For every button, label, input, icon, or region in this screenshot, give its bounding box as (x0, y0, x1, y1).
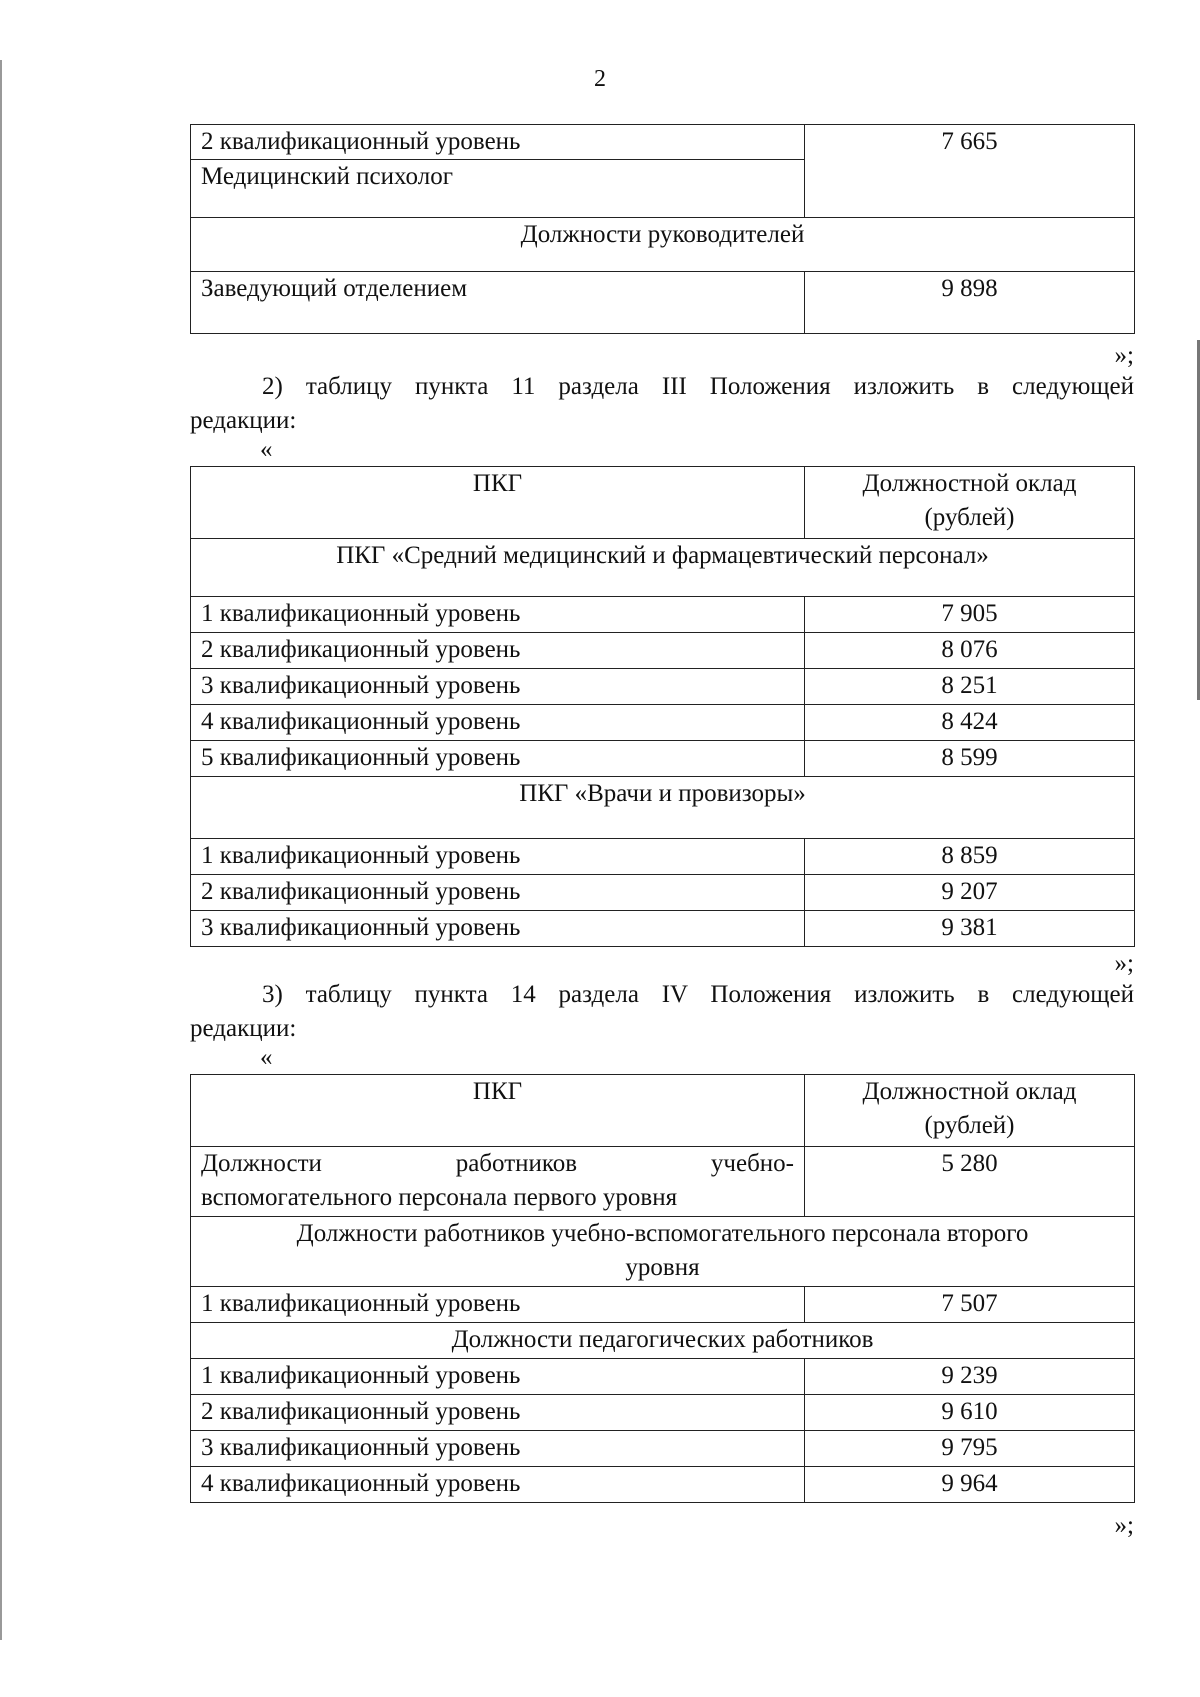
page-number: 2 (594, 66, 606, 92)
position-line: вспомогательного персонала первого уровня (201, 1184, 678, 1211)
scan-edge-left (0, 60, 2, 1640)
qualification-level-cell: 3 квалификационный уровень (191, 911, 805, 947)
salary-cell: 8 076 (805, 633, 1135, 669)
paragraph-line: редакции: (190, 407, 297, 434)
salary-cell: 5 280 (805, 1147, 1135, 1217)
qualification-level-cell: 4 квалификационный уровень (191, 1467, 805, 1503)
paragraph-line: 3) таблицу пункта 14 раздела IV Положения изложить в следующей (262, 981, 1134, 1008)
salary-cell: 9 239 (805, 1359, 1135, 1395)
group-heading-cell: ПКГ «Средний медицинский и фармацевтический персонал» (191, 539, 1135, 597)
group-heading-cell (191, 1217, 1135, 1287)
qualification-level-cell: 2 квалификационный уровень (191, 633, 805, 669)
salary-cell: 9 898 (805, 272, 1135, 334)
salary-cell: 9 795 (805, 1431, 1135, 1467)
qualification-level-cell: 5 квалификационный уровень (191, 741, 805, 777)
salary-cell: 7 665 (805, 125, 1135, 218)
salary-cell: 8 599 (805, 741, 1135, 777)
group-heading-line: Должности работников учебно-вспомогательного персонала второго (296, 1220, 1029, 1247)
salary-cell: 9 610 (805, 1395, 1135, 1431)
opening-quote: « (260, 436, 273, 463)
header-salary-line: (рублей) (924, 1112, 1015, 1139)
header-salary-cell (805, 467, 1135, 539)
salary-cell: 7 905 (805, 597, 1135, 633)
salary-cell: 9 207 (805, 875, 1135, 911)
opening-quote: « (260, 1044, 273, 1071)
table-psychologists-continued (190, 124, 1135, 334)
salary-cell: 8 424 (805, 705, 1135, 741)
qualification-level-cell: 1 квалификационный уровень (191, 597, 805, 633)
qualification-level-cell: 3 квалификационный уровень (191, 669, 805, 705)
header-salary-line: Должностной оклад (862, 470, 1077, 497)
group-heading-cell: ПКГ «Врачи и провизоры» (191, 777, 1135, 839)
qualification-level-cell: 2 квалификационный уровень (191, 1395, 805, 1431)
salary-cell: 9 964 (805, 1467, 1135, 1503)
salary-cell: 8 251 (805, 669, 1135, 705)
paragraph-line: редакции: (190, 1015, 297, 1042)
qualification-level-cell: 1 квалификационный уровень (191, 1287, 805, 1323)
salary-cell: 7 507 (805, 1287, 1135, 1323)
header-salary-cell (805, 1075, 1135, 1147)
closing-quote: »; (1114, 950, 1134, 977)
header-pkg-cell: ПКГ (191, 1075, 805, 1147)
group-heading-line: уровня (625, 1254, 700, 1281)
group-heading-cell: Должности педагогических работников (191, 1323, 1135, 1359)
position-line: Должности работников учебно- (201, 1150, 794, 1177)
paragraph-item-2 (190, 370, 1134, 438)
qualification-level-cell: 4 квалификационный уровень (191, 705, 805, 741)
table-educational-staff (190, 1074, 1135, 1503)
salary-cell: 9 381 (805, 911, 1135, 947)
paragraph-item-3 (190, 978, 1134, 1046)
qualification-level-cell: 1 квалификационный уровень (191, 839, 805, 875)
salary-cell: 8 859 (805, 839, 1135, 875)
header-pkg-cell: ПКГ (191, 467, 805, 539)
qualification-level-cell: 2 квалификационный уровень (191, 125, 805, 160)
header-salary-line: (рублей) (924, 504, 1015, 531)
closing-quote: »; (1114, 342, 1134, 369)
position-cell (191, 1147, 805, 1217)
closing-quote: »; (1114, 1512, 1134, 1539)
header-salary-line: Должностной оклад (862, 1078, 1077, 1105)
group-heading-cell: Должности руководителей (191, 218, 1135, 272)
position-cell: Заведующий отделением (191, 272, 805, 334)
position-cell: Медицинский психолог (191, 160, 805, 218)
table-medical-staff (190, 466, 1135, 947)
qualification-level-cell: 3 квалификационный уровень (191, 1431, 805, 1467)
qualification-level-cell: 2 квалификационный уровень (191, 875, 805, 911)
qualification-level-cell: 1 квалификационный уровень (191, 1359, 805, 1395)
paragraph-line: 2) таблицу пункта 11 раздела III Положения изложить в следующей (262, 373, 1134, 400)
